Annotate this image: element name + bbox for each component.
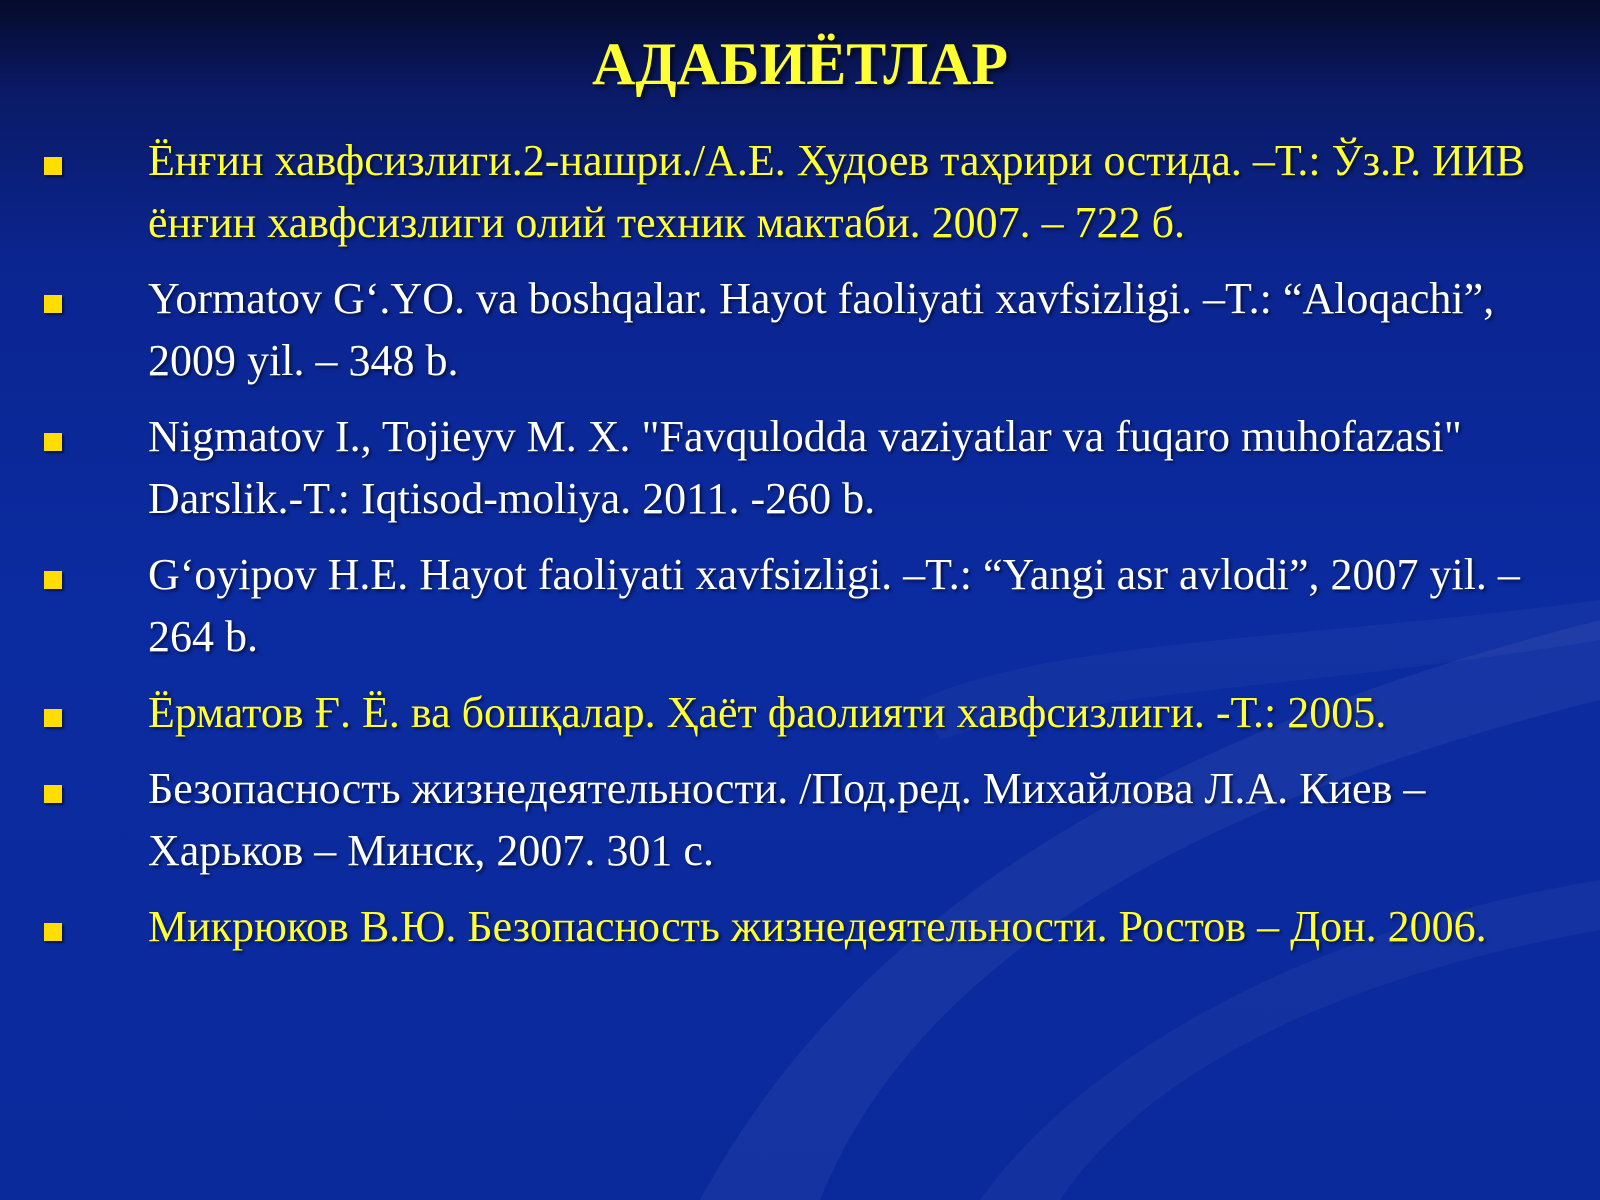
reference-text: Yormatov G‘.YO. va boshqalar. Hayot faoliyati xavfsizligi. –T.: “Aloqachi”, 2009 yil. – 348 b. [148,274,1495,385]
square-bullet-icon [44,295,62,313]
square-bullet-icon [44,571,62,589]
square-bullet-icon [44,709,62,727]
square-bullet-icon [44,785,62,803]
reference-item [0,268,1600,392]
reference-item [0,896,1600,958]
reference-text: Безопасность жизнедеятельности. /Под.ред. Михайлова Л.А. Киев – Харьков – Минск, 2007. 301 с. [148,764,1426,875]
reference-item [0,544,1600,668]
reference-text: Ёрматов Ғ. Ё. ва бошқалар. Ҳаёт фаолияти хавфсизлиги. -Т.: 2005. [148,688,1387,737]
square-bullet-icon [44,433,62,451]
reference-item [0,130,1600,254]
reference-text: G‘oyipov H.E. Hayot faoliyati xavfsizligi. –T.: “Yangi asr avlodi”, 2007 yil. – 264 b. [148,550,1520,661]
slide-title: АДАБИЁТЛАР [591,31,1008,97]
reference-item [0,406,1600,530]
square-bullet-icon [44,157,62,175]
reference-text: Nigmatov I., Tojieyv M. X. "Favqulodda vaziyatlar va fuqaro muhofazasi" Darslik.-T.: Iqtisod-moliya. 2011. -260 b. [148,412,1462,523]
reference-item [0,758,1600,882]
reference-text: Микрюков В.Ю. Безопасность жизнедеятельности. Ростов – Дон. 2006. [148,902,1487,951]
reference-list [0,130,1600,972]
reference-item [0,682,1600,744]
square-bullet-icon [44,923,62,941]
reference-text: Ёнғин хавфсизлиги.2-нашри./А.Е. Худоев таҳрири остида. –Т.: Ўз.Р. ИИВ ёнғин хавфсизлиги олий техник мактаби. 2007. – 722 б. [148,136,1525,247]
